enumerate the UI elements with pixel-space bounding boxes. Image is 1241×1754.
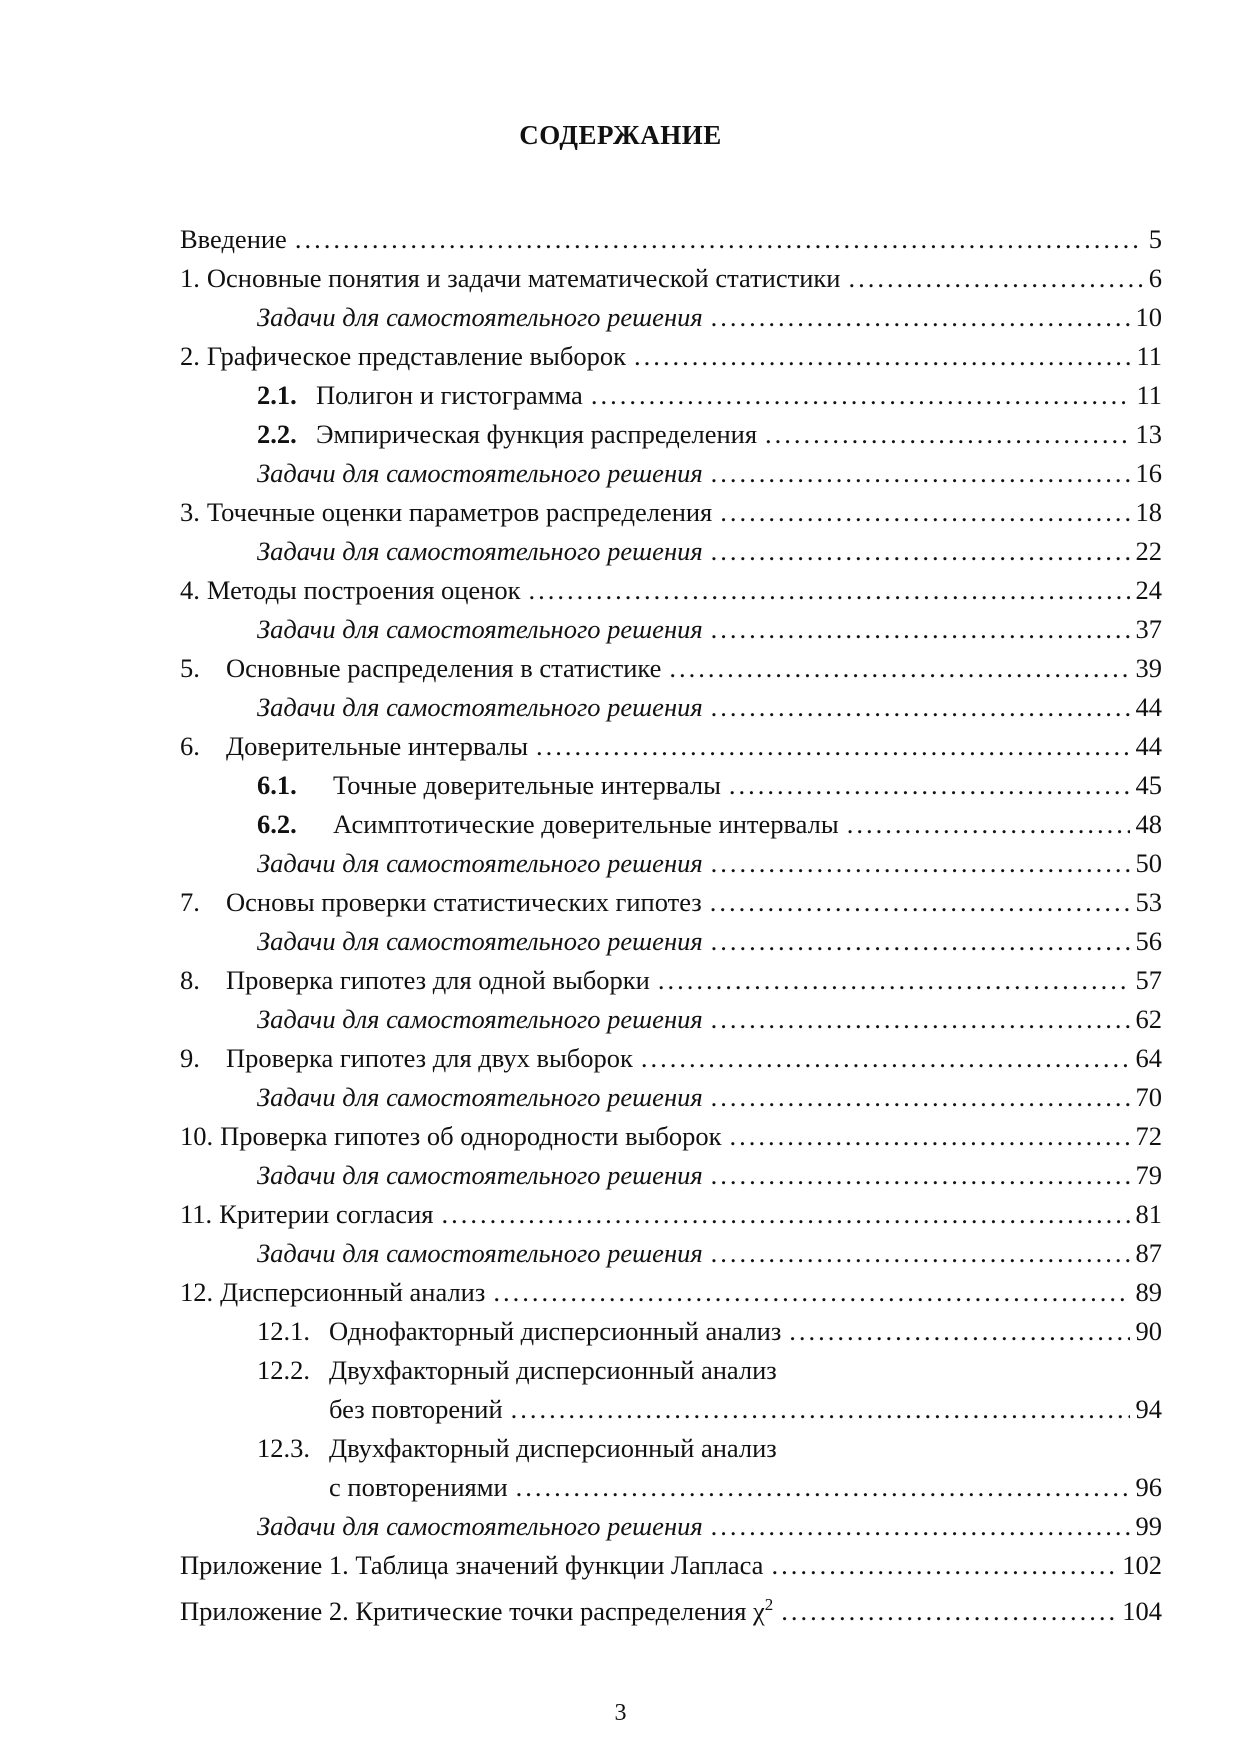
toc-entry-page: 104 — [1122, 1595, 1162, 1626]
dot-leader — [711, 1507, 1130, 1546]
toc-entry[interactable] — [180, 493, 1162, 532]
toc-entry-page: 53 — [1135, 887, 1162, 917]
toc-entry-title-text: Критерии согласия — [219, 1199, 434, 1229]
toc-entry-page: 44 — [1135, 731, 1162, 761]
toc-entry-title-text: Дисперсионный анализ — [220, 1277, 486, 1307]
toc-entry-title-text: Точечные оценки параметров распределения — [206, 497, 713, 527]
dot-leader — [529, 571, 1130, 610]
toc-entry[interactable] — [180, 1546, 1162, 1585]
toc-entry-exercises[interactable] — [180, 1507, 1162, 1546]
dot-leader — [536, 727, 1129, 766]
toc-entry[interactable] — [180, 415, 1162, 454]
toc-entry-page: 94 — [1135, 1394, 1162, 1424]
toc-entry-title — [226, 727, 528, 766]
dot-leader — [711, 1000, 1130, 1039]
toc-entry-page: 18 — [1135, 497, 1162, 527]
toc-entry-page: 50 — [1135, 848, 1162, 878]
toc-entry-number: 7. — [180, 887, 200, 917]
toc-entry-title-text: Задачи для самостоятельного решения — [257, 1160, 703, 1190]
toc-entry-page: 99 — [1135, 1511, 1162, 1541]
toc-entry-page: 16 — [1135, 458, 1162, 488]
dot-leader — [711, 532, 1130, 571]
toc-entry-title — [257, 844, 703, 883]
toc-entry[interactable] — [180, 220, 1162, 259]
toc-entry-exercises[interactable] — [180, 1156, 1162, 1195]
toc-entry-title — [180, 1546, 763, 1585]
toc-entry-page: 64 — [1135, 1043, 1162, 1073]
toc-entry-page: 5 — [1148, 224, 1162, 254]
toc-entry-number: 2.2. — [257, 419, 297, 449]
table-of-contents — [180, 220, 1162, 1624]
dot-leader — [711, 1156, 1130, 1195]
toc-entry-page: 89 — [1135, 1277, 1162, 1307]
toc-entry-title-text: Проверка гипотез для одной выборки — [226, 965, 650, 995]
toc-entry[interactable] — [180, 1351, 1162, 1390]
toc-entry-title — [220, 1273, 485, 1312]
toc-entry-title-text: Задачи для самостоятельного решения — [257, 1511, 703, 1541]
toc-entry-title — [226, 961, 650, 1000]
toc-entry-title — [257, 922, 703, 961]
toc-entry-title-text: Проверка гипотез об однородности выборок — [220, 1121, 722, 1151]
toc-entry-number: 6. — [180, 731, 200, 761]
toc-entry-number: 12.3. — [257, 1433, 310, 1463]
dot-leader — [730, 1117, 1130, 1156]
toc-entry-page: 90 — [1135, 1316, 1162, 1346]
toc-entry-number: 3. — [180, 497, 200, 527]
toc-entry-number: 12. — [180, 1277, 214, 1307]
toc-entry-title — [329, 1390, 503, 1429]
toc-entry-title — [257, 1078, 703, 1117]
toc-entry-page: 48 — [1135, 809, 1162, 839]
toc-entry-number: 12.1. — [257, 1316, 310, 1346]
toc-entry-title — [316, 415, 757, 454]
toc-entry[interactable] — [180, 1429, 1162, 1468]
toc-entry-title — [329, 1351, 777, 1390]
toc-entry-title — [257, 454, 703, 493]
toc-entry-title-text: Приложение 2. Критические точки распределения χ — [180, 1595, 765, 1626]
toc-entry-page: 44 — [1135, 692, 1162, 722]
toc-entry-exercises[interactable] — [180, 1078, 1162, 1117]
toc-entry[interactable] — [180, 1468, 1162, 1507]
dot-leader — [669, 649, 1129, 688]
toc-entry-title-text: Задачи для самостоятельного решения — [257, 926, 703, 956]
toc-entry-title-text: Полигон и гистограмма — [316, 380, 583, 410]
toc-entry-title — [257, 532, 703, 571]
toc-entry-title — [257, 1156, 703, 1195]
toc-entry-number: 9. — [180, 1043, 200, 1073]
dot-leader — [711, 688, 1130, 727]
toc-entry-page: 57 — [1135, 965, 1162, 995]
toc-entry-title-text: Основные понятия и задачи математической статистики — [206, 263, 841, 293]
toc-entry-title — [180, 1585, 773, 1631]
toc-entry-title — [257, 298, 703, 337]
toc-entry[interactable] — [180, 805, 1162, 844]
dot-leader — [781, 1592, 1116, 1631]
toc-entry[interactable] — [180, 376, 1162, 415]
toc-entry[interactable] — [180, 1312, 1162, 1351]
toc-entry-page: 37 — [1135, 614, 1162, 644]
toc-entry-number: 8. — [180, 965, 200, 995]
toc-entry-page: 87 — [1135, 1238, 1162, 1268]
toc-entry-title — [333, 766, 721, 805]
dot-leader — [658, 961, 1130, 1000]
toc-entry-page: 79 — [1135, 1160, 1162, 1190]
toc-entry-exercises[interactable] — [180, 610, 1162, 649]
dot-leader — [711, 844, 1130, 883]
dot-leader — [720, 493, 1129, 532]
toc-entry-title-text: Асимптотические доверительные интервалы — [333, 809, 839, 839]
toc-entry-title-text: Задачи для самостоятельного решения — [257, 692, 703, 722]
dot-leader — [442, 1195, 1130, 1234]
toc-entry-page: 6 — [1148, 263, 1162, 293]
dot-leader — [641, 1039, 1130, 1078]
toc-entry-page: 10 — [1135, 302, 1162, 332]
toc-entry-number: 12.2. — [257, 1355, 310, 1385]
toc-entry-title — [257, 610, 703, 649]
toc-entry-exercises[interactable] — [180, 688, 1162, 727]
toc-entry[interactable] — [180, 883, 1162, 922]
toc-entry-title-text: Основы проверки статистических гипотез — [226, 887, 702, 917]
toc-entry[interactable] — [180, 337, 1162, 376]
dot-leader — [710, 883, 1130, 922]
toc-entry[interactable] — [180, 766, 1162, 805]
toc-entry[interactable] — [180, 259, 1162, 298]
toc-entry-title-text: Двухфакторный дисперсионный анализ — [329, 1355, 777, 1385]
toc-entry-title — [329, 1312, 781, 1351]
toc-entry-page: 96 — [1135, 1472, 1162, 1502]
toc-entry[interactable] — [180, 571, 1162, 610]
toc-entry-title-text: Точные доверительные интервалы — [333, 770, 721, 800]
toc-entry-title-text: Проверка гипотез для двух выборок — [226, 1043, 633, 1073]
toc-entry-title-text: Задачи для самостоятельного решения — [257, 302, 703, 332]
toc-entry-page: 102 — [1122, 1550, 1162, 1580]
toc-entry-title-text: Введение — [180, 224, 287, 254]
dot-leader — [711, 454, 1130, 493]
toc-entry-exercises[interactable] — [180, 1234, 1162, 1273]
toc-entry-exercises[interactable] — [180, 298, 1162, 337]
toc-entry-title-text: с повторениями — [329, 1472, 508, 1502]
toc-entry-number: 4. — [180, 575, 200, 605]
toc-entry-title-text: Задачи для самостоятельного решения — [257, 458, 703, 488]
toc-entry-page: 11 — [1136, 341, 1162, 371]
toc-entry-title-text: Двухфакторный дисперсионный анализ — [329, 1433, 777, 1463]
toc-entry-title — [220, 1117, 721, 1156]
toc-entry-title-text: Задачи для самостоятельного решения — [257, 1082, 703, 1112]
toc-entry-title — [329, 1468, 508, 1507]
toc-entry-title-text: Графическое представление выборок — [206, 341, 626, 371]
dot-leader — [771, 1546, 1116, 1585]
toc-entry-title — [207, 493, 712, 532]
toc-entry-number: 2.1. — [257, 380, 297, 410]
dot-leader — [711, 1078, 1130, 1117]
toc-entry-exercises[interactable] — [180, 532, 1162, 571]
toc-entry[interactable] — [180, 1117, 1162, 1156]
dot-leader — [729, 766, 1130, 805]
toc-entry-number: 6.1. — [257, 770, 297, 800]
toc-entry-page: 45 — [1135, 770, 1162, 800]
toc-entry[interactable] — [180, 1390, 1162, 1429]
toc-entry-title — [257, 1507, 703, 1546]
dot-leader — [295, 220, 1143, 259]
dot-leader — [493, 1273, 1129, 1312]
toc-entry-title — [207, 337, 626, 376]
dot-leader — [711, 1234, 1130, 1273]
toc-entry-title-text: Однофакторный дисперсионный анализ — [329, 1316, 782, 1346]
toc-entry-title — [226, 1039, 633, 1078]
toc-entry-title — [316, 376, 583, 415]
dot-leader — [765, 415, 1129, 454]
dot-leader — [634, 337, 1130, 376]
toc-entry-title-text: Эмпирическая функция распределения — [316, 419, 758, 449]
toc-entry-title-text: без повторений — [329, 1394, 503, 1424]
toc-entry-number: 6.2. — [257, 809, 297, 839]
dot-leader — [711, 298, 1130, 337]
toc-entry-title-text: Методы построения оценок — [206, 575, 521, 605]
superscript: 2 — [764, 1595, 774, 1614]
toc-entry-title — [207, 259, 841, 298]
toc-entry-title — [219, 1195, 433, 1234]
toc-entry-page: 24 — [1135, 575, 1162, 605]
toc-entry-title-text: Доверительные интервалы — [226, 731, 529, 761]
toc-entry[interactable] — [180, 1585, 1162, 1624]
toc-entry-title — [329, 1429, 777, 1468]
toc-entry-title-text: Задачи для самостоятельного решения — [257, 1238, 703, 1268]
toc-entry-number: 5. — [180, 653, 200, 683]
toc-entry[interactable] — [180, 1195, 1162, 1234]
dot-leader — [591, 376, 1131, 415]
dot-leader — [516, 1468, 1130, 1507]
toc-entry-exercises[interactable] — [180, 844, 1162, 883]
toc-entry-page: 62 — [1135, 1004, 1162, 1034]
toc-entry-number: 11. — [180, 1199, 213, 1229]
toc-entry-exercises[interactable] — [180, 1000, 1162, 1039]
toc-entry-exercises[interactable] — [180, 922, 1162, 961]
toc-entry-page: 13 — [1135, 419, 1162, 449]
toc-entry-title — [333, 805, 839, 844]
toc-entry[interactable] — [180, 727, 1162, 766]
dot-leader — [848, 259, 1142, 298]
toc-entry-page: 11 — [1136, 380, 1162, 410]
toc-title: СОДЕРЖАНИЕ — [519, 120, 722, 150]
toc-entry-page: 39 — [1135, 653, 1162, 683]
toc-entry-page: 70 — [1135, 1082, 1162, 1112]
toc-entry-title-text: Основные распределения в статистике — [226, 653, 662, 683]
toc-entry-title — [226, 883, 702, 922]
toc-entry-title — [226, 649, 661, 688]
toc-entry[interactable] — [180, 649, 1162, 688]
dot-leader — [789, 1312, 1129, 1351]
toc-entry-exercises[interactable] — [180, 454, 1162, 493]
dot-leader — [511, 1390, 1130, 1429]
dot-leader — [847, 805, 1130, 844]
toc-entry-title — [257, 688, 703, 727]
dot-leader — [711, 922, 1130, 961]
toc-entry[interactable] — [180, 961, 1162, 1000]
toc-entry-number: 10. — [180, 1121, 214, 1151]
toc-entry-title — [257, 1000, 703, 1039]
page-number: 3 — [614, 1700, 627, 1726]
toc-entry-page: 22 — [1135, 536, 1162, 566]
toc-entry-page: 72 — [1135, 1121, 1162, 1151]
toc-entry[interactable] — [180, 1039, 1162, 1078]
toc-entry-title-text: Задачи для самостоятельного решения — [257, 1004, 703, 1034]
toc-entry-title-text: Задачи для самостоятельного решения — [257, 848, 703, 878]
toc-entry-number: 1. — [180, 263, 200, 293]
toc-entry-title — [257, 1234, 703, 1273]
toc-entry-title-text: Задачи для самостоятельного решения — [257, 536, 703, 566]
toc-entry-title-text: Задачи для самостоятельного решения — [257, 614, 703, 644]
toc-entry-title — [180, 220, 287, 259]
toc-entry-title — [207, 571, 521, 610]
toc-entry-title-text: Приложение 1. Таблица значений функции Лапласа — [180, 1550, 764, 1580]
dot-leader — [711, 610, 1130, 649]
toc-entry-page: 56 — [1135, 926, 1162, 956]
toc-entry-page: 81 — [1135, 1199, 1162, 1229]
toc-entry[interactable] — [180, 1273, 1162, 1312]
toc-entry-number: 2. — [180, 341, 200, 371]
